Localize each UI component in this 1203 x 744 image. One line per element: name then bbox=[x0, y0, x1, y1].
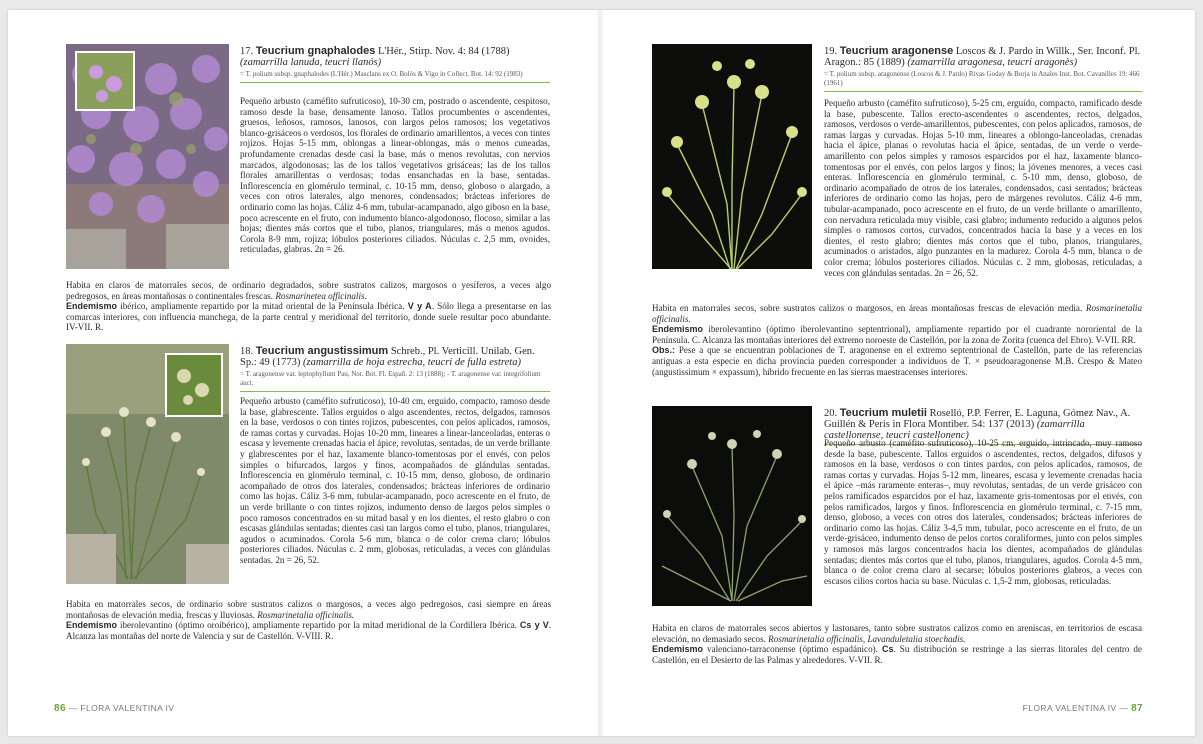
entry-20-endemism-text: valenciano-tarraconense (óptimo espadánico). bbox=[707, 644, 878, 655]
entry-20-endemism-tail: . Su distribución se restringe a las sierras litorales del centro de Castellón, en el Desierto de las Palmas y alrededores. V-VII. R. bbox=[652, 644, 1143, 665]
book-spread bbox=[8, 10, 1195, 736]
entry-19-obs-text: Pese a que se encuentran poblaciones de T. aragonense en el extremo septentrional de Castellón, parte de las referencias antiguas a esta especie en dicha provincia pueden corresponder a individuos de T. × pseudoaragonense M.B. Crespo & Mateo (angustissimum × expassum), híbrido frecuente en las sierras maestracenses interiores. bbox=[652, 345, 1142, 377]
entry-18-habitat: Habita en matorrales secos, de ordinario sobre sustratos calizos o margosos, a veces algo pedregosos, casi siempre en áreas montañosas de elevación media, frescas y lluviosas. bbox=[66, 599, 551, 620]
entry-20-endemism-label: Endemismo bbox=[652, 644, 704, 655]
entry-18-number: 18. bbox=[240, 346, 254, 357]
entry-19-habitat: Habita en matorrales secos, sobre sustratos calizos o margosos, en áreas montañosas frescas de elevación media. bbox=[652, 303, 1083, 313]
teucrium-muletii-photo bbox=[652, 406, 812, 606]
entry-17-rule bbox=[240, 82, 550, 83]
entry-20-provinces: Cs bbox=[881, 644, 894, 655]
entry-19-synonym: = T. polium subsp. aragonense (Loscos & J. Pardo) Rivas Goday & Borja in Anales Inst. Bot. Cavanilles 19: 466 (1961) bbox=[824, 70, 1140, 87]
entry-17-authority: L'Hér., Stirp. Nov. 4: 84 (1788) bbox=[377, 46, 510, 57]
entry-18-name: Teucrium angustissimum bbox=[255, 345, 389, 357]
right-page bbox=[602, 10, 1195, 736]
left-page bbox=[8, 10, 601, 736]
entry-17-habitat-syntaxon: Rosmarinetea officinalis. bbox=[275, 290, 367, 301]
entry-18-endemism-tail: . Alcanza las montañas del norte de Valencia y sur de Castellón. V-VIII. R. bbox=[66, 620, 551, 641]
entry-19-name: Teucrium aragonense bbox=[839, 45, 954, 57]
entry-17-endemism-text: ibérico, ampliamente repartido por la mitad oriental de la Península Ibérica. bbox=[120, 301, 405, 312]
entry-18-provinces: Cs y V bbox=[519, 620, 549, 631]
entry-19-authority: Loscos & J. Pardo in Willk., Ser. Inconf. Pl. Aragon.: 85 (1889) bbox=[824, 46, 1141, 68]
left-page-number: 86 bbox=[54, 703, 66, 714]
entry-19-endemism-text: iberolevantino (óptimo iberolevantino septentrional), ampliamente repartido por el cuadrante nororiental de la Península. C. Alcanza las montañas interiores del extremo noroeste de Castellón, por la zona de Zorita (cuenca del Ebro). V-VII. RR. bbox=[652, 324, 1142, 345]
teucrium-gnaphalodes-photo bbox=[66, 44, 229, 269]
entry-17-habitat: Habita en claros de matorrales secos, de ordinario degradados, sobre sustratos calizos, margosos o yesíferos, a veces algo pedregosos, en áreas montañosas o continentales frescas. bbox=[66, 280, 551, 301]
entry-19-vernacular: (zamarrilla aragonesa, teucri aragonès) bbox=[907, 57, 1078, 68]
entry-18-header bbox=[240, 346, 550, 392]
entry-20-habitat: Habita en claros de matorrales secos abiertos y lastonares, tanto sobre sustratos calizos como en areniscas, en territorios de escasa elevación, no demasiado secos. bbox=[652, 623, 1142, 644]
entry-19-description: Pequeño arbusto (caméfito sufruticoso), 5-25 cm, erguido, compacto, ramificado desde la base, pubescente. Tallos erecto-ascendentes o ascendentes, rectos, delgados, ramosos, verdosos o verde-amarillentos, pubescentes, con pelos aplicados, ramosos, de ramas largas y curvadas. Hojas 5-10 mm, lineares a oblongo-lanceoladas, crenadas hacia el ápice, planas o revolutas hacia el ápice, sentadas, de un verde o verde-amarillento con pelos simples y ramosos esparcidos por el haz, laxamente blanco-tomentosas por el envés, con pelos largos y finos; la jóvenes menores, a veces casi enteras. Inflorescencia en glomérulo terminal, c. 5-10 mm, denso, globoso, de ordinario acompañado de otros de los laterales, condensados, casi sentados; brácteas inferiores de ordinario como las hojas, pero de márgenes revolutos. Cáliz 4-6 mm, tubular-acampanado, poco acrescente en el fruto, de un verde brillante o amarillento, con nervadura reticulada muy visible, casi glabro; indumento reducido a algunos pelos simples o ramosos cortos, curvados, concentrados hacia la base y a veces en los dientes, el resto glabro; dientes más cortos que el tubo, planos, triangulares, acuminados o aristados, algo punzantes en la madurez. Corola 4-5 mm, blanca o de color crema; lóbulos posteriores ciliados. Núculas c. 2 mm, globosas, reticuladas, a veces con glándulas sentadas. 2n = 26, 52. bbox=[824, 98, 1142, 278]
entry-17-habitat-block bbox=[66, 280, 551, 333]
entry-20-number: 20. bbox=[824, 408, 838, 419]
entry-19-obs-label: Obs.: bbox=[652, 345, 676, 356]
entry-19-header bbox=[824, 46, 1142, 92]
entry-17-provinces: V y A bbox=[407, 301, 432, 312]
right-folio-text: FLORA VALENTINA IV — bbox=[1022, 703, 1129, 713]
entry-18-description: Pequeño arbusto (caméfito sufruticoso), 10-40 cm, erguido, compacto, ramoso desde la base, glabrescente. Tallos erguidos o algo ascendentes, rectos, delgados, ramosos en la base, verdosos o con tintes rojizos, pubescentes, con pelos aplicados, ramosos, de ramas cortas y curvadas. Hojas 10-20 mm, lineares a linear-lanceoladas, enteras o escasa y levemente crenadas hacia el ápice, revolutas, sentadas, de un verde brillante y glabrescentes por el haz, laxamente blanco-tomentosas por el envés, con pelos simples o bifurcados, largos y finos, acompañados de glándulas sentadas. Inflorescencia en glomérulo terminal, c. 10-15 mm, denso, globoso, de ordinario acompañado de otros dos laterales, condensados; brácteas inferiores de ordinario como las hojas. Cáliz 3-6 mm, tubular-acampanado, poco acrescente en el fruto, de un verde brillante o con tintes rojizos, indumento denso de largos pelos simples o poco ramosos concentrados en su mitad basal y en los dientes, el resto glabro o con escasas glándulas sentadas; dientes casi tan largos como el tubo, planos, triangulares, agudos o acuminados. Corola 5-6 mm, blanca o de color crema claro; lóbulos posteriores ciliados. Núculas c. 2 mm, globosas, reticuladas, a veces con glándulas sentadas. 2n = 26, 52. bbox=[240, 396, 550, 565]
entry-20-habitat-block bbox=[652, 623, 1142, 665]
entry-20-habitat-syntaxon: Rosmarinetalia officinalis, Lavanduletalia stoechadis. bbox=[768, 633, 966, 644]
left-folio-text: — FLORA VALENTINA IV bbox=[68, 703, 175, 713]
right-page-number: 87 bbox=[1131, 703, 1143, 714]
teucrium-angustissimum-photo bbox=[66, 344, 229, 584]
entry-18-synonym: = T. aragonense var. leptophyllum Pau, Not. Bot. Fl. Españ. 2: 13 (1888); - T. aragonense var. integrifolium auct. bbox=[240, 370, 541, 387]
entry-18-habitat-block bbox=[66, 599, 551, 641]
entry-17-endemism-label: Endemismo bbox=[66, 301, 118, 312]
entry-19-rule bbox=[824, 91, 1142, 92]
entry-19-habitat-block bbox=[652, 303, 1142, 377]
entry-18-rule bbox=[240, 391, 550, 392]
entry-17-endemism-tail: . Sólo llega a presentarse en las comarcas interiores, con influencia manchega, de la parte central y meridional del territorio, donde suele resultar poco abundante. IV-VII. R. bbox=[66, 301, 552, 333]
entry-20-description: Pequeño arbusto (caméfito sufruticoso), 10-25 cm, erguido, intrincado, muy ramoso desde la base, pubescente. Tallos erguidos o ascendentes, rectos, delgados, difusos y ramosos en la base, verdosos o con tintes pardos, con pelos aplicados, ramosos, de ramas cortas y curvadas. Hojas 5-12 mm, lineares, escasa y levemente crenadas hacia el ápice –más raramente enteras–, muy revolutas, sentadas, de un verde grisáceo con pelos ramificados esparcidos por el haz, laxamente gris-tomentosas por el envés, con pelos ramificados, largos y finos. Inflorescencia en glomérulo terminal, c. 7-15 mm, denso, globoso, a veces con otros dos laterales, condensados; brácteas inferiores de ordinario como las hojas. Cáliz 3-4,5 mm, tubular, poco acrescente en el fruto, de un verde-grisáceo, indumento denso de pelos cortos coraliformes, junto con pelos simples y ramosos más largos concentrados hacia los dientes, acompañados de glándulas sentadas; dientes más cortos que el tubo, planos, triangulares, agudos. Corola 4-5 mm, blanca o de color crema claro al secarse; lóbulos posteriores glabros, a veces con escasos cilios cortos hacia su base. Núculas c. 1,5-2 mm, globosas, reticuladas. bbox=[824, 438, 1142, 586]
right-folio bbox=[1023, 703, 1143, 714]
entry-18-endemism-text: iberolevantino (óptimo oroibérico), ampliamente repartido por la mitad meridional de la Cordillera Ibérica. bbox=[119, 620, 517, 631]
teucrium-aragonense-photo bbox=[652, 44, 812, 269]
entry-17-synonym: = T. polium subsp. gnaphalodes (L'Hér.) Masclans ex O. Bolòs & Vigo in Collect. Bot. 14: 92 (1983) bbox=[240, 70, 523, 78]
entry-18-vernacular: (zamarrilla de hoja estrecha, teucri de fulla estreta) bbox=[303, 357, 521, 368]
left-folio bbox=[54, 703, 174, 714]
entry-18-endemism-label: Endemismo bbox=[66, 620, 118, 631]
entry-20-authority: Roselló, P.P. Ferrer, E. Laguna, Gómez Nav., A. Guillén & Peris in Flora Montiber. 54: 137 (2013) bbox=[824, 408, 1131, 430]
entry-19-number: 19. bbox=[824, 46, 838, 57]
entry-17-header bbox=[240, 46, 550, 83]
entry-17-description: Pequeño arbusto (caméfito sufruticoso), 10-30 cm, postrado o ascendente, cespitoso, ramoso desde la base, densamente lanoso. Tallos procumbentes o ascendentes, gruesos, leñosos, ramosos, lanosos, con largos pelos ramosos; los vegetativos blanco-grisáceos o verdosos, los florales de ordinario amarillentos, a veces con tintes rojizos. Hojas 5-15 mm, oblongas a linear-oblongas, más o menos cuneadas, profundamente crenadas desde casi la base, más o menos revolutas, con nervios marcados, algodonosas; las de los tallos vegetativos grisáceas; las de los tallos florales amarillentas o verdosas; todas ensanchadas en la base, sentadas. Inflorescencia en glomérulo terminal, c. 10-15 mm, denso, globoso o alargado, a veces con otros laterales, algo menores, condensados; brácteas inferiores de ordinario como las hojas. Cáliz 4-6 mm, tubular-acampanado, algo giboso en la base, poco acrescente en el fruto, con indumento blanco-algodonoso, flocoso, similar a las hojas; dientes más cortos que el tubo, planos, triangulares, más o menos agudos. Corola 8-9 mm, rojiza; lóbulos posteriores ciliados. Núculas c. 2,5 mm, ovoides, reticuladas, glabras. 2n = 26. bbox=[240, 96, 550, 255]
entry-18-habitat-syntaxon: Rosmarinetalia officinalis. bbox=[257, 609, 355, 620]
entry-18-authority: Schreb., Pl. Verticill. Unilab. Gen. Sp.: 49 (1773) bbox=[240, 346, 535, 368]
entry-20-name: Teucrium muletii bbox=[839, 407, 927, 419]
entry-17-number: 17. bbox=[240, 46, 254, 57]
entry-19-habitat-syntaxon: Rosmarinetalia officinalis. bbox=[652, 303, 1142, 324]
entry-20-vernacular: (zamarrilla castellonense, teucri castellonenc) bbox=[824, 419, 1085, 441]
entry-19-endemism-label: Endemismo bbox=[652, 324, 704, 335]
entry-17-name: Teucrium gnaphalodes bbox=[255, 45, 376, 57]
entry-17-vernacular: (zamarrilla lanuda, teucri llanós) bbox=[240, 57, 382, 68]
